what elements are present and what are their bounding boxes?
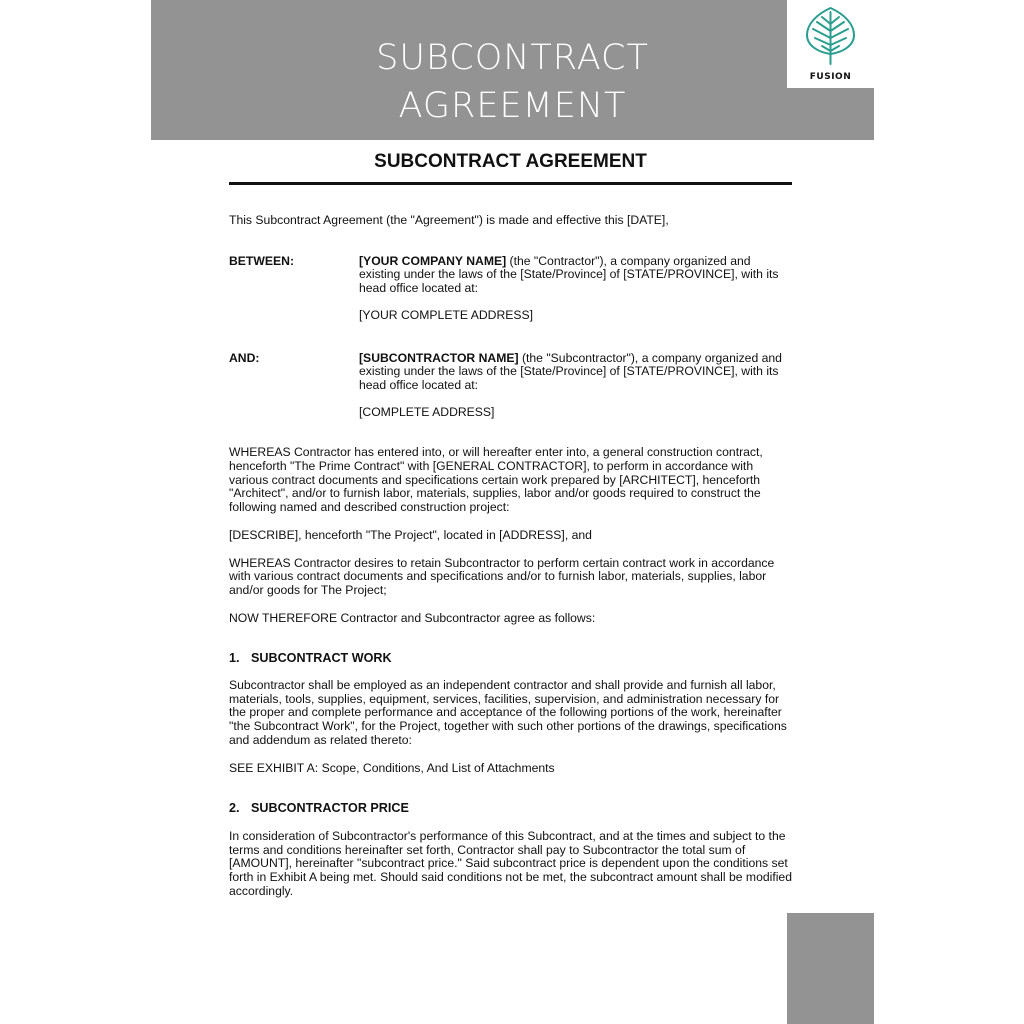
document-page: [229, 150, 795, 899]
contractor-name: [YOUR COMPANY NAME]: [359, 253, 507, 268]
banner-title: [151, 34, 874, 130]
describe-paragraph: [DESCRIBE], henceforth "The Project", located in [ADDRESS], and: [229, 527, 592, 542]
between-label: BETWEEN:: [229, 253, 294, 268]
intro-paragraph: This Subcontract Agreement (the "Agreement") is made and effective this [DATE],: [229, 213, 669, 227]
document-title: SUBCONTRACT AGREEMENT: [229, 150, 792, 185]
brand-logo: [787, 0, 874, 88]
contractor-address: [YOUR COMPLETE ADDRESS]: [359, 307, 534, 322]
between-party: [359, 255, 793, 323]
and-party: [359, 352, 793, 420]
section-1-body: Subcontractor shall be employed as an independent contractor and shall provide and furnish all labor, materials, tools, supplies, equipment, services, facilities, supervision, and administration necessary for the proper and complete performance and acceptance of the following portions of the work, hereinafter "the Subcontract Work", for the Project, together with such other portions of the drawings, specifications and addendum as related thereto:: [229, 678, 787, 747]
whereas-paragraph-2: WHEREAS Contractor desires to retain Subcontractor to perform certain contract work in accordance with various contract documents and specifications and/or to furnish labor, materials, supplies, labor and/or goods for The Project;: [229, 555, 775, 597]
leaf-icon: [802, 4, 859, 66]
section-2-title: SUBCONTRACTOR PRICE: [251, 801, 409, 816]
and-block: [229, 352, 795, 420]
subcontractor-description: (the "Subcontractor"), a company organized and existing under the laws of the [State/Province] of [STATE/PROVINCE], with its head office located at:: [359, 350, 782, 392]
decorative-corner-block: [787, 913, 874, 1024]
between-block: [229, 255, 795, 323]
subcontractor-name: [SUBCONTRACTOR NAME]: [359, 350, 519, 365]
logo-text: FUSION: [809, 72, 852, 82]
subcontractor-address: [COMPLETE ADDRESS]: [359, 404, 495, 419]
exhibit-reference: SEE EXHIBIT A: Scope, Conditions, And List of Attachments: [229, 760, 555, 775]
section-2-body: In consideration of Subcontractor's performance of this Subcontract, and at the times and subject to the terms and conditions hereinafter set forth, Contractor shall pay to Subcontractor the total sum of [AMOUNT], hereinafter "subcontract price." Said subcontract price is dependent upon the conditions set forth in Exhibit A being met. Should said conditions not be met, the subcontract amount shall be modified accordingly.: [229, 828, 792, 898]
section-2-heading: [229, 802, 795, 816]
section-1-heading: [229, 652, 795, 666]
title-banner: [151, 0, 874, 140]
banner-title-line-2: AGREEMENT: [398, 86, 627, 126]
banner-title-line-1: SUBCONTRACT: [376, 38, 649, 78]
and-label: AND:: [229, 350, 260, 365]
section-1-number: 1.: [229, 651, 240, 666]
contractor-description: (the "Contractor"), a company organized and existing under the laws of the [State/Province] of [STATE/PROVINCE], with its head office located at:: [359, 253, 779, 296]
section-1-title: SUBCONTRACT WORK: [251, 651, 392, 666]
whereas-paragraph-1: WHEREAS Contractor has entered into, or will hereafter enter into, a general construction contract, henceforth "The Prime Contract" with [GENERAL CONTRACTOR], to perform in accordance with various contract documents and specifications certain work prepared by [ARCHITECT], henceforth "Architect", and/or to furnish labor, materials, supplies, labor and/or goods required to construct the following named and described construction project:: [229, 445, 763, 515]
section-2-number: 2.: [229, 801, 240, 816]
now-therefore-paragraph: NOW THEREFORE Contractor and Subcontractor agree as follows:: [229, 610, 596, 625]
